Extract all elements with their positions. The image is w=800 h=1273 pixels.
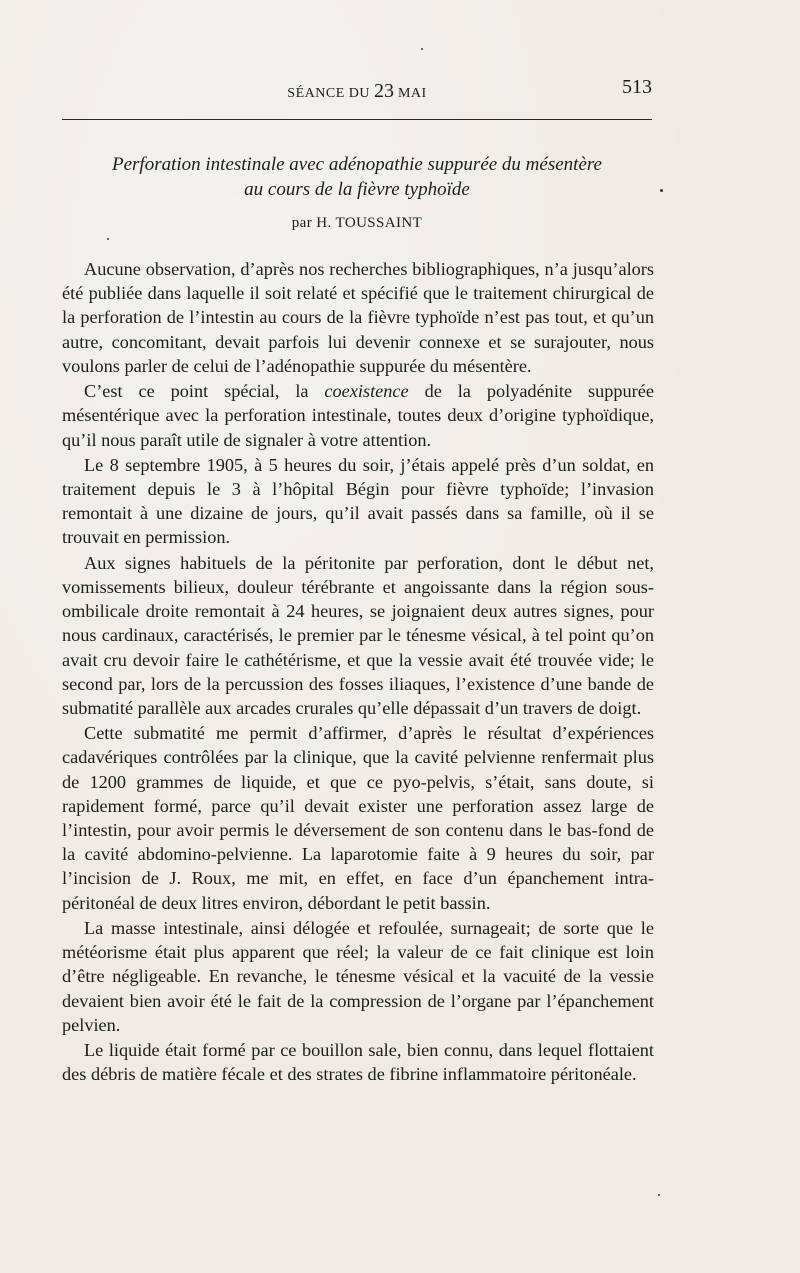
ink-speck: [658, 1194, 660, 1196]
paragraph-2-emphasis: coexistence: [324, 381, 409, 402]
article-author: par H. TOUSSAINT: [291, 215, 423, 231]
paragraph-2-before: C’est ce point spécial, la: [84, 381, 325, 402]
paragraph-6: La masse intestinale, ainsi délogée et refoulée, surnageait; de sorte que le météorisme était plus apparent que réel; la valeur de ce fait clinique est loin d’être négligeable. En revanche, le ténesme vésical et la vacuité de la vessie devaient bien avoir été le fait de la compression de l’organe par l’épanchement pelvien.: [62, 917, 654, 1035]
running-head-prefix: SÉANCE DU: [287, 86, 374, 101]
paragraph-4: Aux signes habituels de la péritonite par perforation, dont le début net, vomissements bilieux, douleur térébrante et angoissante dans la région sous-ombilicale droite remontait à 24 heures, se joignaient deux autres signes, pour nous cardinaux, caractérisés, le premier par le ténesme vésical, à tel point qu’on avait cru devoir faire le cathétérisme, et que la vessie avait été trouvée vide; le second par, lors de la percussion des fosses iliaques, l’existence d’une bande de submatité parallèle aux arcades crurales qu’elle dépassait d’un travers de doigt.: [62, 552, 654, 718]
ink-speck: [421, 48, 423, 50]
ink-speck: [107, 238, 109, 240]
paragraph-2-after: de la polyadénite suppurée mésentérique avec la perforation intestinale, toutes deux d’origine typhoïdique, qu’il nous paraît utile de signaler à votre attention.: [62, 381, 654, 450]
ink-speck: [660, 189, 663, 192]
running-head-day: 23: [373, 80, 394, 102]
paragraph-2: [62, 379, 654, 452]
running-head: [62, 80, 652, 103]
page-header: [62, 76, 652, 102]
paragraph-3: Le 8 septembre 1905, à 5 heures du soir, j’étais appelé près d’un soldat, en traitement depuis le 3 à l’hôpital Bégin pour fièvre typhoïde; l’invasion remontait à une dizaine de jours, qu’il avait passés dans sa famille, où il se trouvait en permission.: [62, 454, 654, 548]
article-body: [62, 257, 654, 1088]
page-number: 513: [622, 76, 652, 98]
header-rule: [62, 119, 652, 120]
article-title-line-1: Perforation intestinale avec adénopathie suppurée du mésentère: [111, 154, 602, 175]
article-title: [62, 152, 652, 202]
paragraph-1: Aucune observation, d’après nos recherches bibliographiques, n’a jusqu’alors été publiée dans laquelle il soit relaté et spécifié que le traitement chirurgical de la perforation de l’intestin au cours de la fièvre typhoïde n’est pas tout, et qu’un autre, concomitant, devait parfois lui devenir connexe et se surajouter, nous voulons parler de celui de l’adénopathie suppurée du mésentère.: [62, 259, 654, 376]
running-head-suffix: MAI: [393, 86, 427, 101]
paragraph-5: Cette submatité me permit d’affirmer, d’après le résultat d’expériences cadavériques contrôlées par la clinique, que la cavité pelvienne renfermait plus de 1200 grammes de liquide, et que ce pyo-pelvis, s’était, sans doute, si rapidement formé, parce qu’il devait exister une perforation assez large de l’intestin, pour avoir permis le déversement de son contenu dans le bas-fond de la cavité abdomino-pelvienne. La laparotomie faite à 9 heures du soir, par l’incision de J. Roux, me mit, en effet, en face d’un épanchement intra-péritonéal de deux litres environ, débordant le petit bassin.: [62, 723, 654, 913]
article-title-line-2: au cours de la fièvre typhoïde: [244, 179, 470, 200]
paragraph-7: Le liquide était formé par ce bouillon sale, bien connu, dans lequel flottaient des débris de matière fécale et des strates de fibrine inflammatoire péritonéale.: [62, 1040, 654, 1085]
